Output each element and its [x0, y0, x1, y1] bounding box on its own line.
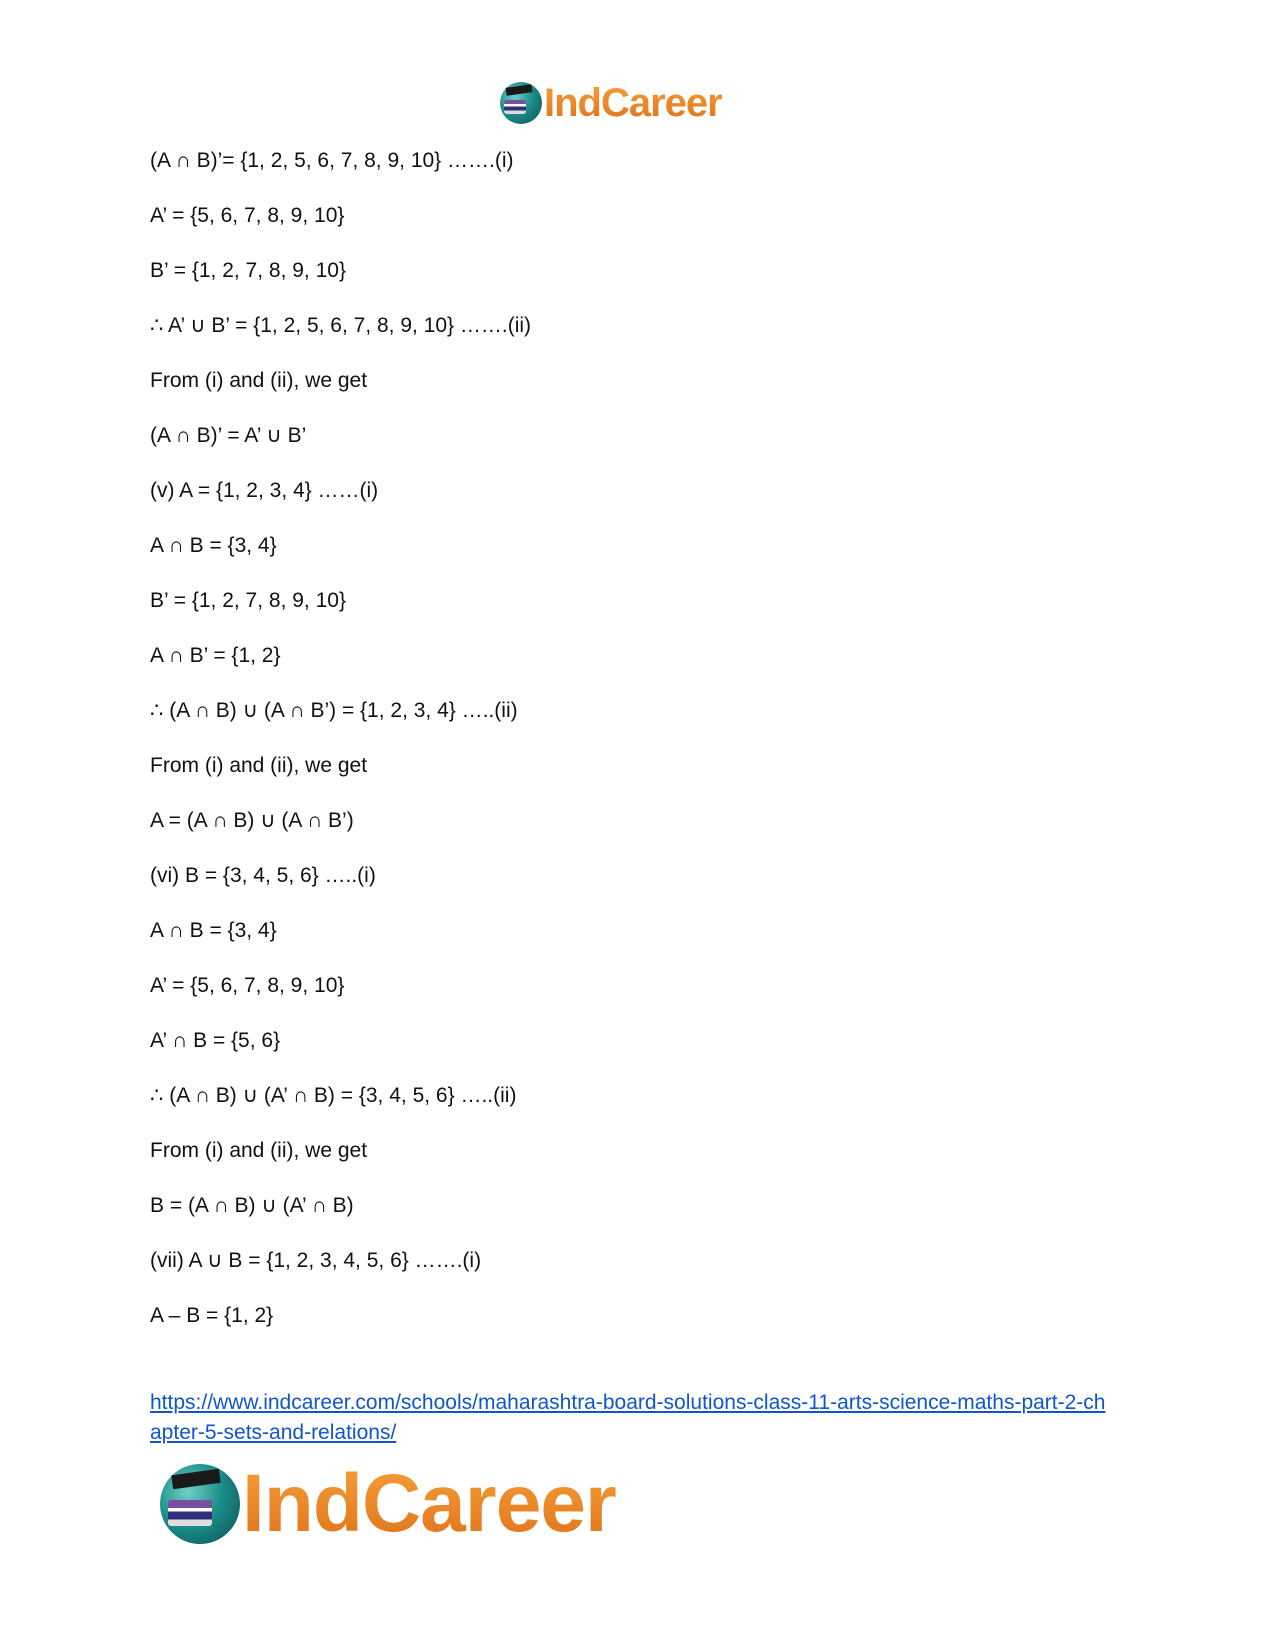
- math-line: ∴ (A ∩ B) ∪ (A’ ∩ B) = {3, 4, 5, 6} …..(ii): [150, 1084, 517, 1107]
- solution-body: [150, 140, 1150, 1350]
- math-line: A’ = {5, 6, 7, 8, 9, 10}: [150, 204, 345, 227]
- math-line: A ∩ B = {3, 4}: [150, 534, 277, 557]
- books-icon: [504, 100, 526, 114]
- graduation-cap-icon: [506, 84, 533, 96]
- math-line: A ∩ B = {3, 4}: [150, 919, 277, 942]
- math-line: B’ = {1, 2, 7, 8, 9, 10}: [150, 589, 346, 612]
- math-line: From (i) and (ii), we get: [150, 1139, 368, 1162]
- math-line: (A ∩ B)’= {1, 2, 5, 6, 7, 8, 9, 10} …….(i): [150, 149, 514, 172]
- math-line: (v) A = {1, 2, 3, 4} ……(i): [150, 479, 379, 502]
- math-line: A = (A ∩ B) ∪ (A ∩ B’): [150, 809, 354, 832]
- math-line: A – B = {1, 2}: [150, 1304, 274, 1327]
- logo-wordmark: IndCareer: [242, 1458, 616, 1549]
- source-url-link[interactable]: https://www.indcareer.com/schools/maharashtra-board-solutions-class-11-arts-science-maths-part-2-chapter-5-sets-and-relations/: [150, 1391, 1106, 1444]
- logo-wordmark: IndCareer: [544, 81, 722, 125]
- math-line: (vii) A ∪ B = {1, 2, 3, 4, 5, 6} …….(i): [150, 1249, 482, 1272]
- math-line: ∴ A’ ∪ B’ = {1, 2, 5, 6, 7, 8, 9, 10} …….(ii): [150, 314, 532, 337]
- math-line: From (i) and (ii), we get: [150, 369, 368, 392]
- globe-icon: [160, 1464, 240, 1544]
- math-line: B = (A ∩ B) ∪ (A’ ∩ B): [150, 1194, 354, 1217]
- math-line: ∴ (A ∩ B) ∪ (A ∩ B’) = {1, 2, 3, 4} …..(ii): [150, 699, 518, 722]
- math-line: A’ = {5, 6, 7, 8, 9, 10}: [150, 974, 345, 997]
- math-line: A ∩ B’ = {1, 2}: [150, 644, 281, 667]
- math-line: (vi) B = {3, 4, 5, 6} …..(i): [150, 864, 376, 887]
- header-logo: [500, 80, 722, 126]
- footer-logo: [160, 1458, 616, 1550]
- math-line: B’ = {1, 2, 7, 8, 9, 10}: [150, 259, 346, 282]
- math-line: (A ∩ B)’ = A’ ∪ B’: [150, 424, 307, 447]
- globe-icon: [500, 82, 542, 124]
- math-line: A’ ∩ B = {5, 6}: [150, 1029, 281, 1052]
- books-icon: [168, 1500, 212, 1526]
- math-line: From (i) and (ii), we get: [150, 754, 368, 777]
- graduation-cap-icon: [171, 1469, 220, 1490]
